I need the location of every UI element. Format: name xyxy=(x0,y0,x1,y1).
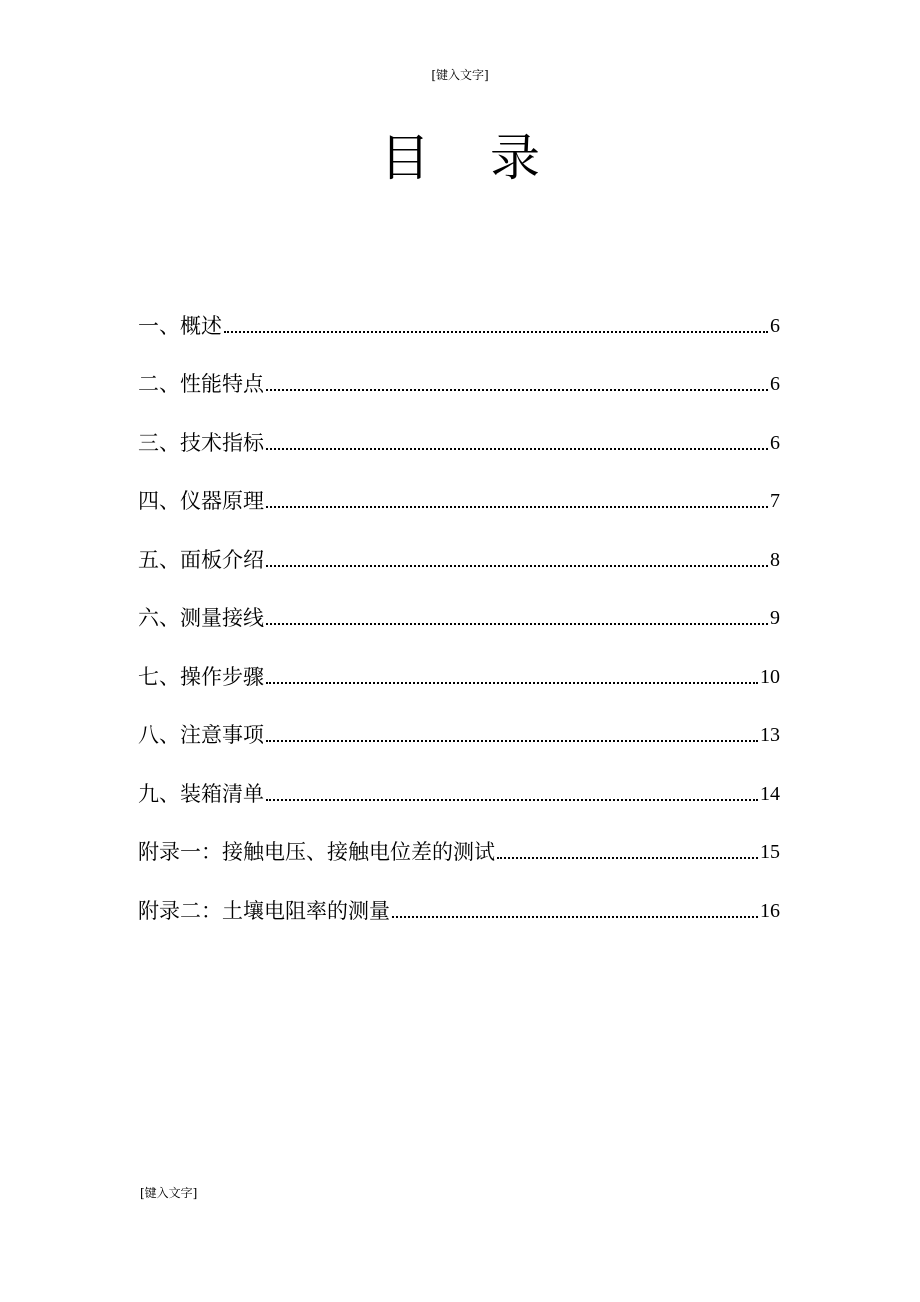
toc-entry[interactable] xyxy=(138,341,780,400)
toc-entry-page: 6 xyxy=(770,314,780,337)
toc-entry[interactable] xyxy=(138,867,780,926)
dot-leader xyxy=(266,565,768,567)
page-footer: [键入文字] xyxy=(140,1186,198,1200)
toc-entry-label: 一、概述 xyxy=(138,313,222,338)
toc-entry-label: 附录二：土壤电阻率的测量 xyxy=(138,898,390,923)
dot-leader xyxy=(266,623,768,625)
toc-entry-page: 14 xyxy=(760,782,780,805)
dot-leader xyxy=(266,389,768,391)
toc-entry[interactable] xyxy=(138,516,780,575)
title-char-2: 录 xyxy=(490,129,540,187)
toc-entry-page: 7 xyxy=(770,490,780,512)
toc-entry[interactable] xyxy=(138,282,780,341)
toc-entry-page: 15 xyxy=(760,841,780,863)
toc-entry-page: 6 xyxy=(770,373,780,395)
toc-entry-label: 三、技术指标 xyxy=(138,430,264,455)
toc-entry[interactable] xyxy=(138,750,780,809)
toc-entry[interactable] xyxy=(138,809,780,868)
toc-entry-label: 六、测量接线 xyxy=(138,606,264,630)
toc-entry-page: 13 xyxy=(760,724,780,746)
dot-leader xyxy=(392,916,758,918)
toc-entry-page: 10 xyxy=(760,665,780,688)
toc-entry-label: 二、性能特点 xyxy=(138,372,264,396)
dot-leader xyxy=(266,506,768,508)
toc-entry[interactable] xyxy=(138,458,780,517)
toc-entry-page: 16 xyxy=(760,899,780,922)
table-of-contents xyxy=(138,282,780,926)
toc-entry-page: 9 xyxy=(770,607,780,629)
page-header: [键入文字] xyxy=(431,68,489,82)
dot-leader xyxy=(266,799,758,801)
toc-entry-page: 6 xyxy=(770,431,780,454)
toc-entry[interactable] xyxy=(138,575,780,634)
toc-entry[interactable] xyxy=(138,633,780,692)
toc-entry-label: 五、面板介绍 xyxy=(138,547,264,572)
title-char-1: 目 xyxy=(380,129,430,187)
toc-entry[interactable] xyxy=(138,692,780,751)
toc-entry[interactable] xyxy=(138,399,780,458)
dot-leader xyxy=(497,857,758,859)
dot-leader xyxy=(224,331,768,333)
dot-leader xyxy=(266,740,758,742)
toc-entry-page: 8 xyxy=(770,548,780,571)
dot-leader xyxy=(266,682,758,684)
dot-leader xyxy=(266,448,768,450)
toc-entry-label: 九、装箱清单 xyxy=(138,781,264,806)
page-title xyxy=(0,118,920,190)
toc-entry-label: 四、仪器原理 xyxy=(138,489,264,513)
toc-entry-label: 七、操作步骤 xyxy=(138,664,264,689)
toc-entry-label: 八、注意事项 xyxy=(138,723,264,747)
toc-entry-label: 附录一：接触电压、接触电位差的测试 xyxy=(138,840,495,864)
